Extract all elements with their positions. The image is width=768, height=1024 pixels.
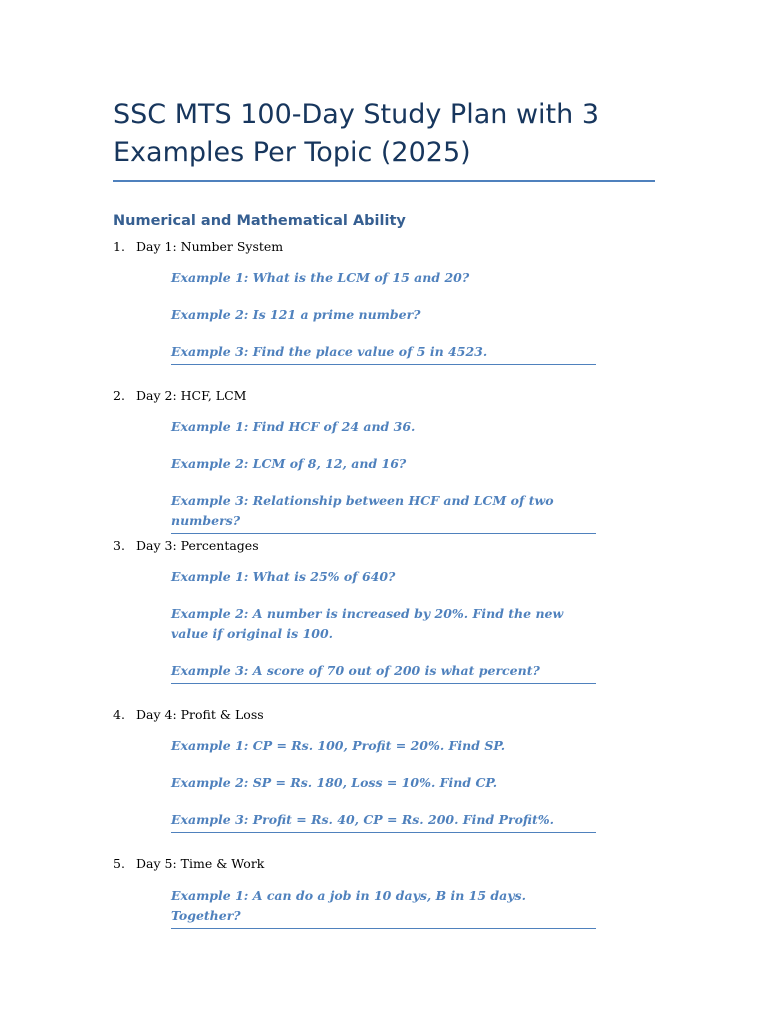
day-line xyxy=(113,238,655,256)
day-item-5 xyxy=(113,855,655,923)
day-label: Day 3: Percentages xyxy=(136,538,259,553)
day-line xyxy=(113,387,655,405)
example-text: Example 1: Find HCF of 24 and 36. xyxy=(171,419,416,434)
example-text: Example 3: A score of 70 out of 200 is what percent? xyxy=(171,663,540,678)
list-number: 5. xyxy=(113,856,125,871)
section-heading: Numerical and Mathematical Ability xyxy=(113,213,406,229)
example-text: Example 2: A number is increased by 20%. Find the new value if original is 100. xyxy=(171,606,564,641)
example-text: Example 1: What is 25% of 640? xyxy=(171,569,396,584)
day-item-2 xyxy=(113,387,655,528)
day-label: Day 2: HCF, LCM xyxy=(136,388,247,403)
example-text: Example 3: Relationship between HCF and LCM of two numbers? xyxy=(171,493,554,528)
day-item-1 xyxy=(113,238,655,359)
example-text: Example 1: CP = Rs. 100, Profit = 20%. Find SP. xyxy=(171,738,506,753)
document-title: SSC MTS 100-Day Study Plan with 3 Examples Per Topic (2025) xyxy=(113,99,599,168)
example-text: Example 1: What is the LCM of 15 and 20? xyxy=(171,270,470,285)
list-number: 2. xyxy=(113,388,125,403)
examples-block xyxy=(171,417,596,534)
day-label: Day 5: Time & Work xyxy=(136,856,265,871)
examples-block xyxy=(171,886,596,929)
example-text: Example 3: Profit = Rs. 40, CP = Rs. 200. Find Profit%. xyxy=(171,812,555,827)
day-label: Day 4: Profit & Loss xyxy=(136,707,264,722)
example-text: Example 3: Find the place value of 5 in 4523. xyxy=(171,344,488,359)
day-item-3 xyxy=(113,537,655,678)
list-number: 4. xyxy=(113,707,125,722)
list-number: 1. xyxy=(113,239,125,254)
title-underline xyxy=(113,180,655,182)
example-text: Example 1: A can do a job in 10 days, B in 15 days. Together? xyxy=(171,888,526,923)
day-item-4 xyxy=(113,706,655,827)
day-label: Day 1: Number System xyxy=(136,239,284,254)
examples-block xyxy=(171,736,596,833)
example-text: Example 2: LCM of 8, 12, and 16? xyxy=(171,456,407,471)
examples-block xyxy=(171,268,596,365)
list-number: 3. xyxy=(113,538,125,553)
example-text: Example 2: Is 121 a prime number? xyxy=(171,307,421,322)
day-line xyxy=(113,855,655,873)
example-text: Example 2: SP = Rs. 180, Loss = 10%. Find CP. xyxy=(171,775,498,790)
examples-block xyxy=(171,567,596,684)
day-line xyxy=(113,706,655,724)
day-line xyxy=(113,537,655,555)
